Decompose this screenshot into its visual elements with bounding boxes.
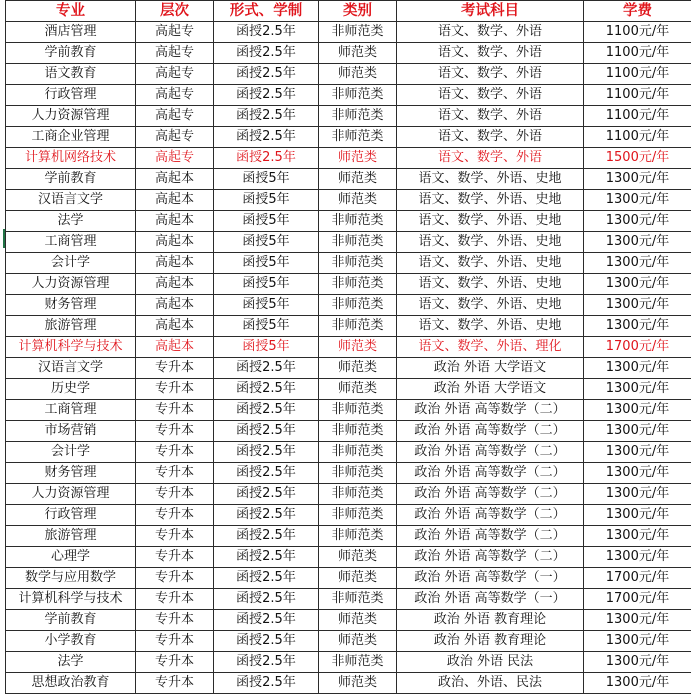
cell-subjects[interactable]: 语文、数学、外语、史地 (397, 211, 584, 232)
cell-fee[interactable]: 1700元/年 (584, 589, 691, 610)
cell-form[interactable]: 函授2.5年 (214, 484, 319, 505)
table-row (6, 610, 691, 631)
cell-fee[interactable]: 1100元/年 (584, 43, 691, 64)
header-subjects[interactable]: 考试科目 (397, 1, 584, 22)
cell-category[interactable]: 师范类 (319, 673, 397, 694)
cell-fee[interactable]: 1300元/年 (584, 379, 691, 400)
cell-category[interactable]: 师范类 (319, 169, 397, 190)
cell-level[interactable]: 高起专 (136, 127, 214, 148)
cell-category[interactable]: 非师范类 (319, 253, 397, 274)
cell-category[interactable]: 非师范类 (319, 589, 397, 610)
table-row (6, 148, 691, 169)
cell-form[interactable]: 函授2.5年 (214, 463, 319, 484)
cell-category[interactable]: 非师范类 (319, 22, 397, 43)
cell-subjects[interactable]: 语文、数学、外语、史地 (397, 316, 584, 337)
table-row (6, 127, 691, 148)
cell-category[interactable]: 非师范类 (319, 442, 397, 463)
cell-level[interactable]: 高起专 (136, 85, 214, 106)
cell-subjects[interactable]: 政治 外语 高等数学（二） (397, 547, 584, 568)
cell-level[interactable]: 专升本 (136, 505, 214, 526)
table-row (6, 379, 691, 400)
cell-major[interactable]: 学前教育 (6, 43, 136, 64)
header-fee[interactable]: 学费 (584, 1, 691, 22)
table-row (6, 547, 691, 568)
cell-fee[interactable]: 1300元/年 (584, 274, 691, 295)
cell-subjects[interactable]: 政治 外语 教育理论 (397, 631, 584, 652)
cell-major[interactable]: 工商企业管理 (6, 127, 136, 148)
cell-level[interactable]: 专升本 (136, 400, 214, 421)
cell-major[interactable]: 学前教育 (6, 169, 136, 190)
cell-level[interactable]: 高起专 (136, 148, 214, 169)
cell-level[interactable]: 专升本 (136, 526, 214, 547)
cell-major[interactable]: 法学 (6, 652, 136, 673)
cell-major[interactable]: 语文教育 (6, 64, 136, 85)
cell-subjects[interactable]: 语文、数学、外语、史地 (397, 274, 584, 295)
cell-form[interactable]: 函授2.5年 (214, 547, 319, 568)
cell-level[interactable]: 专升本 (136, 610, 214, 631)
cell-form[interactable]: 函授2.5年 (214, 442, 319, 463)
cell-major[interactable]: 数学与应用数学 (6, 568, 136, 589)
cell-fee[interactable]: 1100元/年 (584, 64, 691, 85)
cell-major[interactable]: 小学教育 (6, 631, 136, 652)
cell-fee[interactable]: 1300元/年 (584, 505, 691, 526)
table-row (6, 463, 691, 484)
cell-fee[interactable]: 1300元/年 (584, 316, 691, 337)
cell-form[interactable]: 函授2.5年 (214, 589, 319, 610)
cell-form[interactable]: 函授2.5年 (214, 673, 319, 694)
cell-major[interactable]: 计算机网络技术 (6, 148, 136, 169)
cell-fee[interactable]: 1100元/年 (584, 85, 691, 106)
cell-subjects[interactable]: 语文、数学、外语 (397, 85, 584, 106)
header-form[interactable]: 形式、学制 (214, 1, 319, 22)
header-major[interactable]: 专业 (6, 1, 136, 22)
cell-subjects[interactable]: 政治 外语 大学语文 (397, 379, 584, 400)
cell-fee[interactable]: 1100元/年 (584, 106, 691, 127)
cell-form[interactable]: 函授2.5年 (214, 526, 319, 547)
cell-level[interactable]: 高起专 (136, 22, 214, 43)
cell-form[interactable]: 函授5年 (214, 274, 319, 295)
table-row (6, 505, 691, 526)
cell-form[interactable]: 函授5年 (214, 295, 319, 316)
cell-form[interactable]: 函授2.5年 (214, 358, 319, 379)
cell-fee[interactable]: 1300元/年 (584, 253, 691, 274)
cell-major[interactable]: 历史学 (6, 379, 136, 400)
cell-level[interactable]: 专升本 (136, 631, 214, 652)
cell-form[interactable]: 函授5年 (214, 337, 319, 358)
cell-form[interactable]: 函授2.5年 (214, 610, 319, 631)
cell-subjects[interactable]: 语文、数学、外语 (397, 106, 584, 127)
cell-fee[interactable]: 1300元/年 (584, 358, 691, 379)
cell-fee[interactable]: 1300元/年 (584, 673, 691, 694)
cell-category[interactable]: 师范类 (319, 64, 397, 85)
cell-category[interactable]: 师范类 (319, 337, 397, 358)
cell-major[interactable]: 心理学 (6, 547, 136, 568)
cell-fee[interactable]: 1300元/年 (584, 442, 691, 463)
cell-level[interactable]: 专升本 (136, 379, 214, 400)
cell-category[interactable]: 非师范类 (319, 400, 397, 421)
cell-fee[interactable]: 1500元/年 (584, 148, 691, 169)
cell-level[interactable]: 专升本 (136, 421, 214, 442)
cell-subjects[interactable]: 语文、数学、外语、史地 (397, 295, 584, 316)
cell-form[interactable]: 函授2.5年 (214, 631, 319, 652)
cell-fee[interactable]: 1300元/年 (584, 652, 691, 673)
cell-category[interactable]: 非师范类 (319, 232, 397, 253)
cell-major[interactable]: 旅游管理 (6, 526, 136, 547)
cell-level[interactable]: 专升本 (136, 547, 214, 568)
cell-level[interactable]: 高起本 (136, 274, 214, 295)
cell-subjects[interactable]: 政治 外语 高等数学（二） (397, 421, 584, 442)
cell-category[interactable]: 非师范类 (319, 127, 397, 148)
cell-category[interactable]: 师范类 (319, 568, 397, 589)
cell-level[interactable]: 高起本 (136, 211, 214, 232)
cell-category[interactable]: 师范类 (319, 610, 397, 631)
cell-level[interactable]: 专升本 (136, 673, 214, 694)
table-row (6, 85, 691, 106)
cell-major[interactable]: 会计学 (6, 442, 136, 463)
table-row (6, 64, 691, 85)
cell-category[interactable]: 非师范类 (319, 463, 397, 484)
cell-category[interactable]: 师范类 (319, 148, 397, 169)
cell-fee[interactable]: 1700元/年 (584, 337, 691, 358)
cell-subjects[interactable]: 政治 外语 民法 (397, 652, 584, 673)
cell-fee[interactable]: 1300元/年 (584, 547, 691, 568)
cell-major[interactable]: 计算机科学与技术 (6, 589, 136, 610)
cell-major[interactable]: 人力资源管理 (6, 484, 136, 505)
cell-form[interactable]: 函授5年 (214, 211, 319, 232)
cell-form[interactable]: 函授2.5年 (214, 505, 319, 526)
cell-major[interactable]: 财务管理 (6, 463, 136, 484)
programs-table (5, 0, 691, 694)
cell-subjects[interactable]: 政治 外语 高等数学（一） (397, 568, 584, 589)
cell-fee[interactable]: 1300元/年 (584, 484, 691, 505)
cell-fee[interactable]: 1300元/年 (584, 190, 691, 211)
cell-subjects[interactable]: 政治 外语 教育理论 (397, 610, 584, 631)
cell-major[interactable]: 汉语言文学 (6, 190, 136, 211)
table-row (6, 295, 691, 316)
cell-level[interactable]: 专升本 (136, 589, 214, 610)
cell-level[interactable]: 专升本 (136, 463, 214, 484)
cell-major[interactable]: 思想政治教育 (6, 673, 136, 694)
cell-major[interactable]: 人力资源管理 (6, 274, 136, 295)
cell-form[interactable]: 函授2.5年 (214, 85, 319, 106)
cell-subjects[interactable]: 政治、外语、民法 (397, 673, 584, 694)
cell-subjects[interactable]: 语文、数学、外语 (397, 127, 584, 148)
cell-level[interactable]: 专升本 (136, 568, 214, 589)
cell-form[interactable]: 函授2.5年 (214, 22, 319, 43)
cell-level[interactable]: 专升本 (136, 358, 214, 379)
cell-category[interactable]: 非师范类 (319, 316, 397, 337)
cell-level[interactable]: 高起本 (136, 232, 214, 253)
cell-subjects[interactable]: 语文、数学、外语、史地 (397, 190, 584, 211)
cell-form[interactable]: 函授5年 (214, 232, 319, 253)
cell-fee[interactable]: 1700元/年 (584, 568, 691, 589)
cell-form[interactable]: 函授5年 (214, 316, 319, 337)
cell-category[interactable]: 师范类 (319, 190, 397, 211)
cell-form[interactable]: 函授2.5年 (214, 421, 319, 442)
table-row (6, 232, 691, 253)
cell-form[interactable]: 函授2.5年 (214, 106, 319, 127)
cell-category[interactable]: 师范类 (319, 547, 397, 568)
cell-fee[interactable]: 1100元/年 (584, 22, 691, 43)
cell-subjects[interactable]: 语文、数学、外语、史地 (397, 232, 584, 253)
cell-category[interactable]: 非师范类 (319, 505, 397, 526)
cell-level[interactable]: 专升本 (136, 652, 214, 673)
cell-major[interactable]: 旅游管理 (6, 316, 136, 337)
cell-subjects[interactable]: 语文、数学、外语 (397, 64, 584, 85)
cell-fee[interactable]: 1300元/年 (584, 610, 691, 631)
cell-level[interactable]: 高起专 (136, 64, 214, 85)
cell-level[interactable]: 高起本 (136, 337, 214, 358)
table-row (6, 568, 691, 589)
table-row (6, 400, 691, 421)
header-category[interactable]: 类别 (319, 1, 397, 22)
cell-subjects[interactable]: 语文、数学、外语、史地 (397, 169, 584, 190)
cell-category[interactable]: 非师范类 (319, 274, 397, 295)
table-row (6, 421, 691, 442)
cell-fee[interactable]: 1300元/年 (584, 421, 691, 442)
cell-major[interactable]: 财务管理 (6, 295, 136, 316)
table-row (6, 358, 691, 379)
table-row (6, 274, 691, 295)
table-row (6, 337, 691, 358)
cell-fee[interactable]: 1300元/年 (584, 463, 691, 484)
cell-category[interactable]: 非师范类 (319, 211, 397, 232)
table-row (6, 190, 691, 211)
spreadsheet (5, 0, 691, 694)
table-row (6, 316, 691, 337)
cell-major[interactable]: 工商管理 (6, 400, 136, 421)
cell-subjects[interactable]: 语文、数学、外语 (397, 22, 584, 43)
cell-category[interactable]: 非师范类 (319, 295, 397, 316)
cell-form[interactable]: 函授2.5年 (214, 148, 319, 169)
table-row (6, 484, 691, 505)
cell-subjects[interactable]: 政治 外语 高等数学（二） (397, 463, 584, 484)
cell-subjects[interactable]: 政治 外语 高等数学（一） (397, 589, 584, 610)
cell-level[interactable]: 专升本 (136, 442, 214, 463)
cell-form[interactable]: 函授2.5年 (214, 379, 319, 400)
cell-subjects[interactable]: 政治 外语 大学语文 (397, 358, 584, 379)
cell-subjects[interactable]: 语文、数学、外语 (397, 43, 584, 64)
cell-form[interactable]: 函授2.5年 (214, 43, 319, 64)
table-row (6, 211, 691, 232)
header-level[interactable]: 层次 (136, 1, 214, 22)
cell-level[interactable]: 高起本 (136, 316, 214, 337)
table-row (6, 631, 691, 652)
cell-level[interactable]: 高起专 (136, 106, 214, 127)
cell-fee[interactable]: 1300元/年 (584, 211, 691, 232)
cell-form[interactable]: 函授5年 (214, 253, 319, 274)
table-body (6, 22, 691, 694)
cell-major[interactable]: 行政管理 (6, 85, 136, 106)
cell-form[interactable]: 函授5年 (214, 169, 319, 190)
cell-level[interactable]: 高起本 (136, 295, 214, 316)
cell-subjects[interactable]: 语文、数学、外语 (397, 148, 584, 169)
table-row (6, 43, 691, 64)
cell-fee[interactable]: 1100元/年 (584, 127, 691, 148)
cell-major[interactable]: 人力资源管理 (6, 106, 136, 127)
cell-fee[interactable]: 1300元/年 (584, 400, 691, 421)
header-row (6, 1, 691, 22)
cell-subjects[interactable]: 政治 外语 高等数学（二） (397, 484, 584, 505)
cell-category[interactable]: 非师范类 (319, 484, 397, 505)
cell-major[interactable]: 工商管理 (6, 232, 136, 253)
cell-category[interactable]: 非师范类 (319, 421, 397, 442)
cell-form[interactable]: 函授2.5年 (214, 652, 319, 673)
cell-subjects[interactable]: 政治 外语 高等数学（二） (397, 400, 584, 421)
cell-major[interactable]: 计算机科学与技术 (6, 337, 136, 358)
cell-level[interactable]: 高起专 (136, 43, 214, 64)
cell-major[interactable]: 酒店管理 (6, 22, 136, 43)
table-row (6, 22, 691, 43)
cell-fee[interactable]: 1300元/年 (584, 232, 691, 253)
cell-category[interactable]: 师范类 (319, 379, 397, 400)
cell-major[interactable]: 法学 (6, 211, 136, 232)
cell-category[interactable]: 师范类 (319, 43, 397, 64)
cell-fee[interactable]: 1300元/年 (584, 631, 691, 652)
cell-form[interactable]: 函授2.5年 (214, 400, 319, 421)
cell-major[interactable]: 市场营销 (6, 421, 136, 442)
cell-major[interactable]: 学前教育 (6, 610, 136, 631)
cell-category[interactable]: 非师范类 (319, 526, 397, 547)
cell-form[interactable]: 函授2.5年 (214, 64, 319, 85)
cell-fee[interactable]: 1300元/年 (584, 169, 691, 190)
cell-level[interactable]: 高起本 (136, 169, 214, 190)
cell-category[interactable]: 非师范类 (319, 85, 397, 106)
cell-subjects[interactable]: 语文、数学、外语、理化 (397, 337, 584, 358)
cell-fee[interactable]: 1300元/年 (584, 526, 691, 547)
cell-category[interactable]: 非师范类 (319, 652, 397, 673)
cell-form[interactable]: 函授2.5年 (214, 568, 319, 589)
cell-subjects[interactable]: 语文、数学、外语、史地 (397, 253, 584, 274)
cell-fee[interactable]: 1300元/年 (584, 295, 691, 316)
cell-major[interactable]: 行政管理 (6, 505, 136, 526)
cell-major[interactable]: 汉语言文学 (6, 358, 136, 379)
cell-level[interactable]: 专升本 (136, 484, 214, 505)
cell-level[interactable]: 高起本 (136, 253, 214, 274)
table-row (6, 673, 691, 694)
cell-form[interactable]: 函授5年 (214, 190, 319, 211)
table-row (6, 652, 691, 673)
table-row (6, 442, 691, 463)
cell-subjects[interactable]: 政治 外语 高等数学（二） (397, 505, 584, 526)
cell-subjects[interactable]: 政治 外语 高等数学（二） (397, 526, 584, 547)
cell-category[interactable]: 非师范类 (319, 106, 397, 127)
table-row (6, 526, 691, 547)
cell-form[interactable]: 函授2.5年 (214, 127, 319, 148)
table-row (6, 106, 691, 127)
table-row (6, 169, 691, 190)
cell-category[interactable]: 师范类 (319, 358, 397, 379)
cell-category[interactable]: 师范类 (319, 631, 397, 652)
cell-level[interactable]: 高起本 (136, 190, 214, 211)
table-row (6, 253, 691, 274)
table-row (6, 589, 691, 610)
cell-major[interactable]: 会计学 (6, 253, 136, 274)
cell-subjects[interactable]: 政治 外语 高等数学（二） (397, 442, 584, 463)
